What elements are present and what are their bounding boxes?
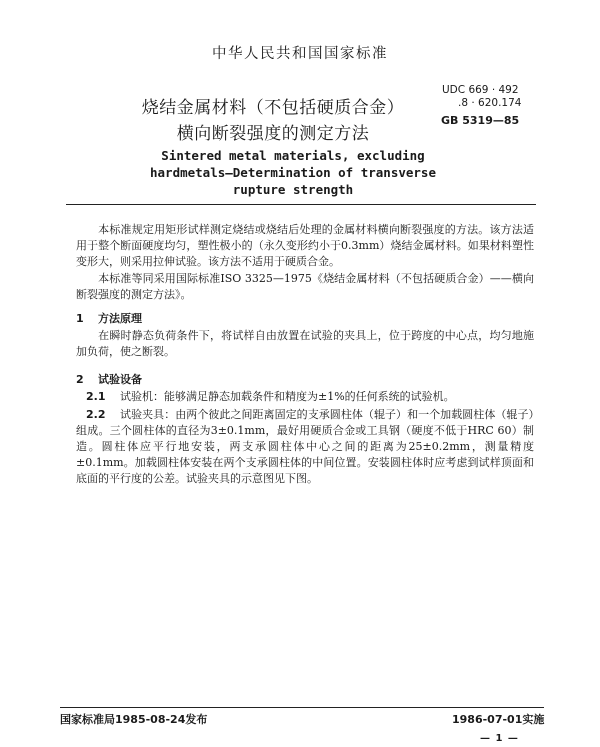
clause-2-1 — [76, 389, 534, 405]
section-1-paragraph — [76, 328, 534, 360]
intro-paragraph-2 — [76, 271, 534, 303]
gb-standard-code: GB 5319—85 — [441, 114, 520, 127]
page-number: — 1 — — [480, 733, 519, 744]
effective-date: 1986-07-01实施 — [452, 713, 545, 726]
udc-code — [442, 84, 521, 110]
intro-paragraph-1-text: 本标准规定用矩形试样测定烧结或烧结后处理的金属材料横向断裂强度的方法。该方法适用于整个断面硬度均匀，塑性极小的（永久变形约小于0.3mm）烧结金属材料。如果材料塑性变形大，则采用拉伸试验。该方法不适用于硬质合金。 — [76, 223, 534, 268]
title-english-line2: hardmetals—Determination of transverse — [150, 165, 436, 180]
intro-paragraph-2-text: 本标准等同采用国际标准ISO 3325—1975《烧结金属材料（不包括硬质合金）——横向断裂强度的测定方法》。 — [76, 272, 534, 301]
title-chinese-line2: 横向断裂强度的测定方法 — [176, 124, 370, 144]
header-divider — [66, 204, 536, 205]
clause-2-2-number: 2.2 — [86, 408, 106, 421]
footer-divider — [60, 707, 544, 708]
section-2-title: 试验设备 — [98, 373, 142, 386]
section-1-text: 在瞬时静态负荷条件下，将试样自由放置在试验的夹具上，位于跨度的中心点，均匀地施加负荷，使之断裂。 — [76, 329, 534, 358]
clause-2-1-text: 试验机：能够满足静态加载条件和精度为±1%的任何系统的试验机。 — [120, 390, 455, 403]
intro-paragraph-1 — [76, 222, 534, 270]
title-english — [118, 147, 468, 198]
udc-line1: UDC 669 · 492 — [442, 84, 519, 96]
clause-2-1-number: 2.1 — [86, 390, 106, 403]
issuing-country: 中华人民共和国国家标准 — [212, 46, 388, 62]
section-2-number: 2 — [76, 373, 84, 386]
section-1-title: 方法原理 — [98, 312, 142, 325]
clause-2-2 — [76, 407, 534, 487]
clause-2-2-text: 试验夹具：由两个彼此之间距离固定的支承圆柱体（辊子）和一个加载圆柱体（辊子）组成。三个圆柱体的直径为3±0.1mm，最好用硬质合金或工具钢（硬度不低于HRC 60）制造。圆柱体应平行地安装，两支承圆柱体中心之间的距离为25±0.2mm，测量精度±0.1mm。加载圆柱体安装在两个支承圆柱体的中间位置。安装圆柱体时应考虑到试样顶面和底面的平行度的公差。试验夹具的示意图见下图。 — [76, 408, 534, 485]
title-english-line3: rupture strength — [232, 182, 354, 197]
section-1-number: 1 — [76, 312, 84, 325]
section-1-heading — [76, 310, 142, 326]
udc-line2: .8 · 620.174 — [458, 97, 522, 109]
title-chinese-line1: 烧结金属材料（不包括硬质合金） — [141, 98, 405, 118]
title-english-line1: Sintered metal materials, excluding — [161, 148, 425, 163]
section-2-heading — [76, 371, 142, 387]
issue-date: 国家标准局1985-08-24发布 — [60, 713, 208, 726]
